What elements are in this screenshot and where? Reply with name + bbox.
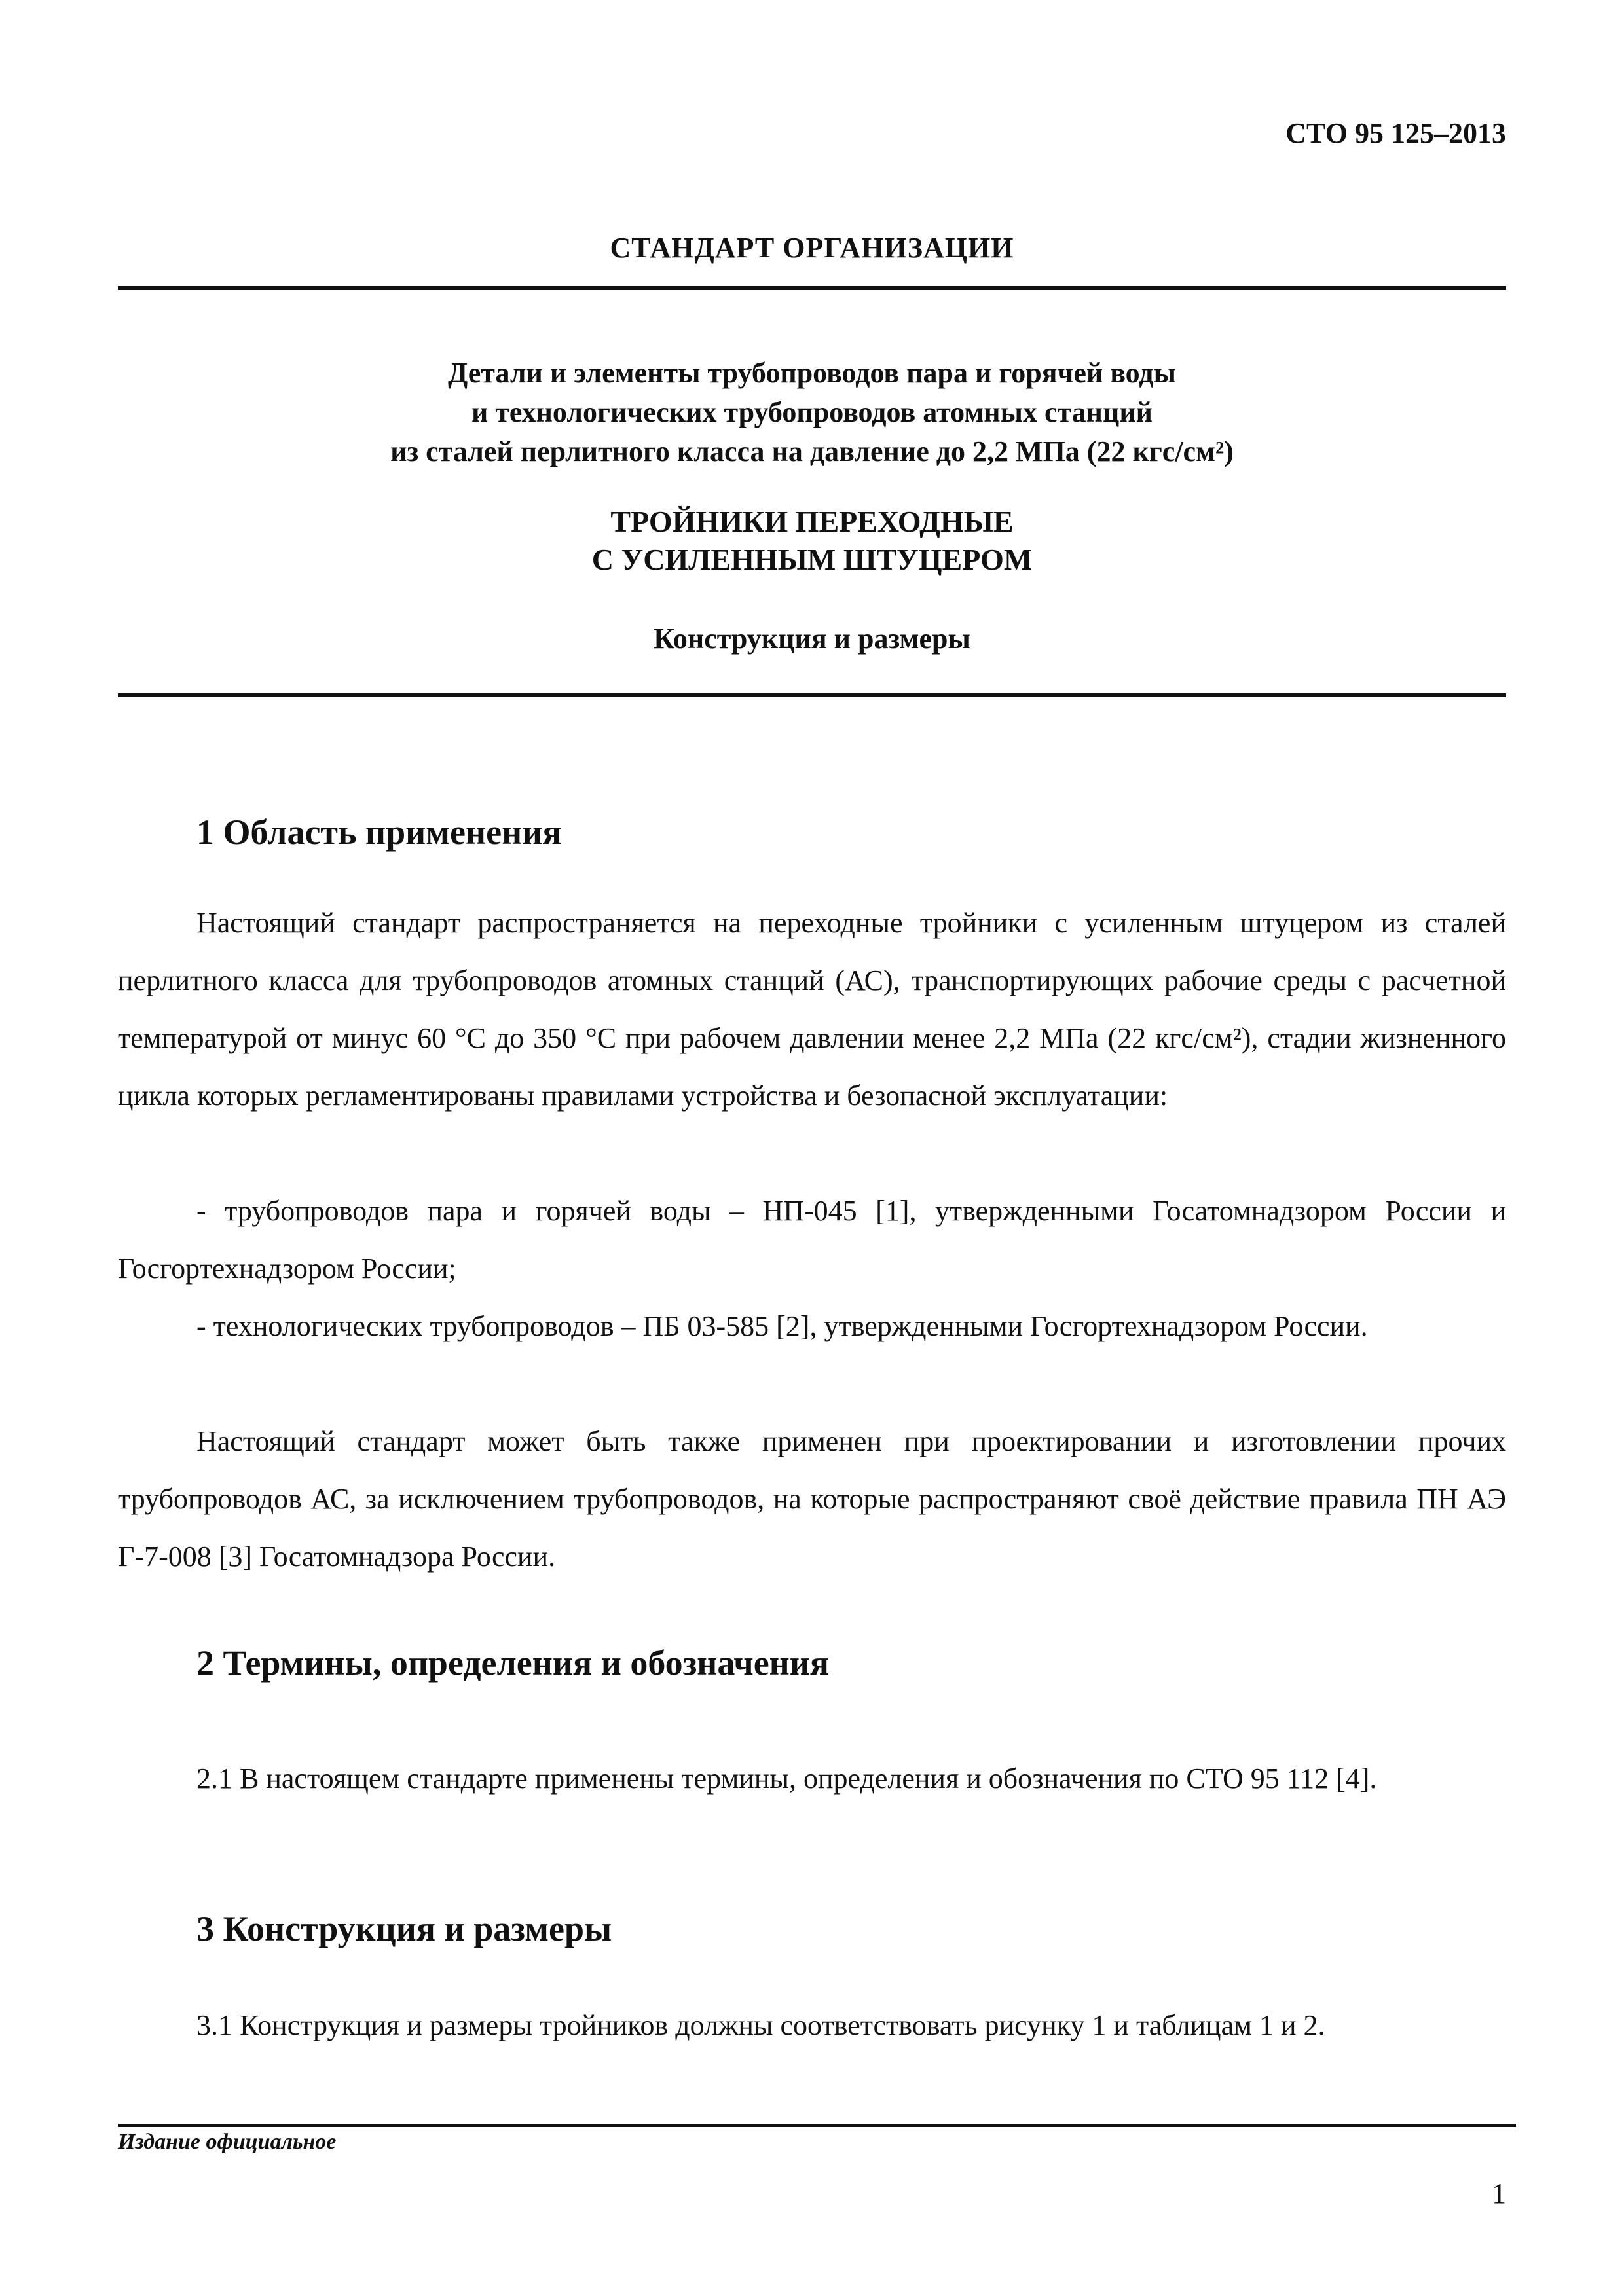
section-1-paragraph: Настоящий стандарт может быть также применен при проектировании и изготовлении прочих трубопроводов АС, за исключением трубопроводов, на которые распространяют своё действие правила ПН АЭ Г-7-008 [3] Госатомнадзора России.: [118, 1425, 1506, 1573]
main-title-line: ТРОЙНИКИ ПЕРЕХОДНЫЕ: [610, 505, 1014, 538]
section-3-paragraph: 3.1 Конструкция и размеры тройников должны соответствовать рисунку 1 и таблицам 1 и 2.: [196, 2009, 1325, 2041]
top-divider: [118, 286, 1506, 290]
page-number: 1: [1492, 2178, 1506, 2210]
official-edition-note: Издание официальное: [118, 2130, 337, 2154]
section-3-heading: 3 Конструкция и размеры: [196, 1909, 612, 1948]
title-divider: [118, 693, 1506, 697]
section-2-paragraph: 2.1 В настоящем стандарте применены термины, определения и обозначения по СТО 95 112 [4].: [196, 1762, 1377, 1795]
section-2-heading: 2 Термины, определения и обозначения: [196, 1643, 830, 1683]
document-construction-subtitle: Конструкция и размеры: [654, 623, 970, 655]
main-title-line: С УСИЛЕННЫМ ШТУЦЕРОМ: [591, 543, 1033, 576]
section-1-list-item: - технологических трубопроводов – ПБ 03-585 [2], утвержденными Госгортехнадзором России.: [196, 1310, 1368, 1342]
subtitle-line: Детали и элементы трубопроводов пара и горячей воды: [447, 357, 1177, 389]
document-main-title: [0, 503, 1624, 579]
section-1-heading: 1 Область применения: [196, 812, 562, 852]
document-code: СТО 95 125–2013: [1285, 117, 1506, 149]
organization-standard-title: СТАНДАРТ ОРГАНИЗАЦИИ: [610, 232, 1014, 264]
document-subtitle: [0, 354, 1624, 471]
subtitle-line: из сталей перлитного класса на давление до 2,2 МПа (22 кгс/см²): [390, 435, 1234, 467]
section-1-paragraph: Настоящий стандарт распространяется на переходные тройники с усиленным штуцером из сталей перлитного класса для трубопроводов атомных станций (АС), транспортирующих рабочие среды с расчетной температурой от минус 60 °С до 350 °С при рабочем давлении менее 2,2 МПа (22 кгс/см²), стадии жизненного цикла которых регламентированы правилами устройства и безопасной эксплуатации:: [118, 907, 1506, 1112]
footer-divider: [118, 2124, 1516, 2127]
subtitle-line: и технологических трубопроводов атомных станций: [471, 396, 1153, 428]
section-1-list-item: - трубопроводов пара и горячей воды – НП-045 [1], утвержденными Госатомнадзором России и Госгортехнадзором России;: [118, 1195, 1506, 1285]
